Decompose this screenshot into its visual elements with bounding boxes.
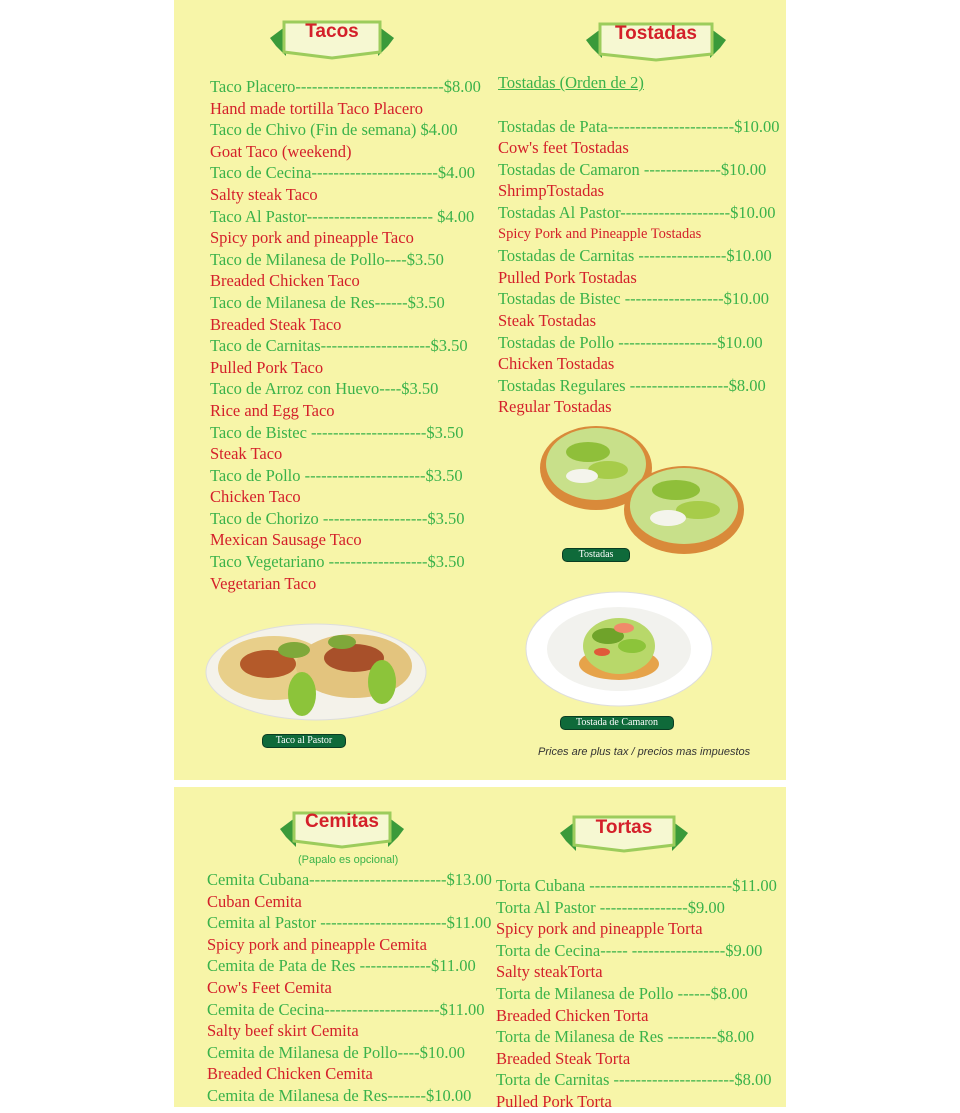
list-item-es: Torta de Cecina----- -----------------$9.00	[496, 940, 763, 960]
taco-photo-label: Taco al Pastor	[262, 734, 346, 748]
list-item-es: Tostadas Regulares ------------------$8.00	[498, 375, 766, 395]
list-item-en: Cow's feet Tostadas	[498, 138, 629, 158]
list-item-es: Taco de Bistec ---------------------$3.50	[210, 422, 464, 442]
list-item-es: Tostadas de Camaron --------------$10.00	[498, 159, 767, 179]
tortas-title: Tortas	[595, 817, 653, 838]
list-item-es: Tostadas de Pollo ------------------$10.00	[498, 332, 763, 352]
list-item-en: Rice and Egg Taco	[210, 400, 335, 420]
list-item-es: Cemita Cubana-------------------------$13.00	[207, 870, 492, 889]
tostadas-title: Tostadas	[614, 23, 697, 44]
tostadas-banner	[586, 14, 726, 64]
list-item-es: Taco de Chorizo -------------------$3.50	[210, 508, 465, 528]
tostada-camaron-photo-label: Tostada de Camaron	[560, 716, 674, 730]
list-item-en: Cow's Feet Cemita	[207, 977, 332, 997]
list-item-es: Cemita de Milanesa de Res-------$10.00	[207, 1085, 472, 1105]
list-item-es: Taco de Milanesa de Pollo----$3.50	[210, 249, 444, 269]
tacos-banner	[270, 12, 394, 62]
cemitas-title: Cemitas	[305, 811, 379, 832]
list-item-es: Tostadas de Bistec ------------------$10.00	[498, 289, 769, 309]
list-item-en: Salty steakTorta	[496, 962, 603, 982]
list-item-en: Hand made tortilla Taco Placero	[210, 98, 423, 118]
tostadas-list	[498, 72, 779, 418]
list-item-es: Taco de Carnitas--------------------$3.50	[210, 336, 468, 356]
list-item-es: Taco de Arroz con Huevo----$3.50	[210, 379, 439, 399]
list-item-es: Taco de Milanesa de Res------$3.50	[210, 292, 445, 312]
list-item-en: Mexican Sausage Taco	[210, 530, 362, 550]
list-item-es: Taco Vegetariano ------------------$3.50	[210, 552, 465, 572]
list-item-en: Chicken Tostadas	[498, 354, 615, 374]
list-item-en: Breaded Chicken Torta	[496, 1005, 649, 1025]
list-item-en: Chicken Taco	[210, 487, 301, 507]
list-item-en: ShrimpTostadas	[498, 181, 605, 201]
list-item-en: Breaded Steak Torta	[496, 1048, 631, 1068]
tax-note: Prices are plus tax / precios mas impuestos	[538, 746, 751, 758]
tortas-list	[496, 875, 777, 1113]
list-item-en: Regular Tostadas	[498, 397, 612, 417]
list-item-es: Cemita de Pata de Res -------------$11.00	[207, 956, 476, 976]
list-item-es: Taco de Chivo (Fin de semana) $4.00	[210, 120, 458, 140]
list-item-es: Taco de Pollo ----------------------$3.50	[210, 465, 463, 485]
cemitas-subtitle: (Papalo es opcional)	[298, 854, 399, 866]
list-item-es: Taco de Cecina-----------------------$4.00	[210, 163, 475, 183]
list-item-es: Taco Al Pastor----------------------- $4.00	[210, 206, 475, 226]
list-item-en: Salty steak Taco	[210, 184, 318, 204]
list-item-en: Pulled Pork Torta	[496, 1091, 612, 1111]
taco-al-pastor-photo	[204, 614, 428, 726]
list-item-en: Spicy Pork and Pineapple Tostadas	[498, 225, 702, 242]
list-item-en: Salty beef skirt Cemita	[207, 1021, 359, 1041]
menu-panel-cemitas-tortas	[174, 787, 786, 1111]
tacos-list	[210, 76, 481, 594]
list-item-en: Steak Taco	[210, 444, 283, 464]
cemitas-banner	[280, 807, 404, 857]
tortas-banner	[560, 811, 688, 861]
list-item-en: Cuban Cemita	[207, 891, 302, 911]
tacos-title: Tacos	[305, 21, 359, 42]
list-item-en: Breaded Chicken Taco	[210, 271, 360, 291]
list-item-en: Goat Taco (weekend)	[210, 141, 352, 161]
list-item-en: Spicy pork and pineapple Torta	[496, 919, 703, 939]
list-item-es: Tostadas Al Pastor--------------------$10.00	[498, 202, 776, 222]
list-item-en: Spicy pork and pineapple Taco	[210, 228, 414, 248]
list-item-es: Torta de Milanesa de Res ---------$8.00	[496, 1027, 755, 1047]
list-item-es: Torta de Milanesa de Pollo ------$8.00	[496, 983, 748, 1003]
tostadas-photo-label: Tostadas	[562, 548, 630, 562]
list-item-en: Steak Tostadas	[498, 310, 596, 330]
tostadas-photo	[538, 418, 752, 560]
list-item-es: Taco Placero---------------------------$8.00	[210, 77, 481, 96]
list-item-es: Cemita de Cecina---------------------$11.00	[207, 999, 485, 1019]
tostada-de-camaron-photo	[524, 590, 714, 708]
list-item-en: Spicy pork and pineapple Cemita	[207, 934, 427, 954]
list-item-en: Pulled Pork Taco	[210, 357, 324, 377]
cemitas-list	[207, 869, 492, 1107]
list-item-es: Tostadas de Carnitas ----------------$10.00	[498, 246, 772, 266]
menu-panel-tacos-tostadas	[174, 0, 786, 780]
tostadas-heading: Tostadas (Orden de 2)	[498, 73, 644, 92]
list-item-es: Torta Cubana --------------------------$11.00	[496, 876, 777, 895]
list-item-en: Breaded Steak Taco	[210, 314, 342, 334]
list-item-es: Tostadas de Pata-----------------------$10.00	[498, 116, 780, 136]
list-item-en: Pulled Pork Tostadas	[498, 267, 637, 287]
list-item-es: Cemita de Milanesa de Pollo----$10.00	[207, 1042, 465, 1062]
list-item-es: Cemita al Pastor -----------------------$11.00	[207, 913, 492, 933]
list-item-es: Torta Al Pastor ----------------$9.00	[496, 897, 725, 917]
list-item-es: Torta de Carnitas ----------------------$8.00	[496, 1070, 772, 1090]
list-item-en: Vegetarian Taco	[210, 573, 317, 593]
list-item-en: Breaded Chicken Cemita	[207, 1064, 373, 1084]
